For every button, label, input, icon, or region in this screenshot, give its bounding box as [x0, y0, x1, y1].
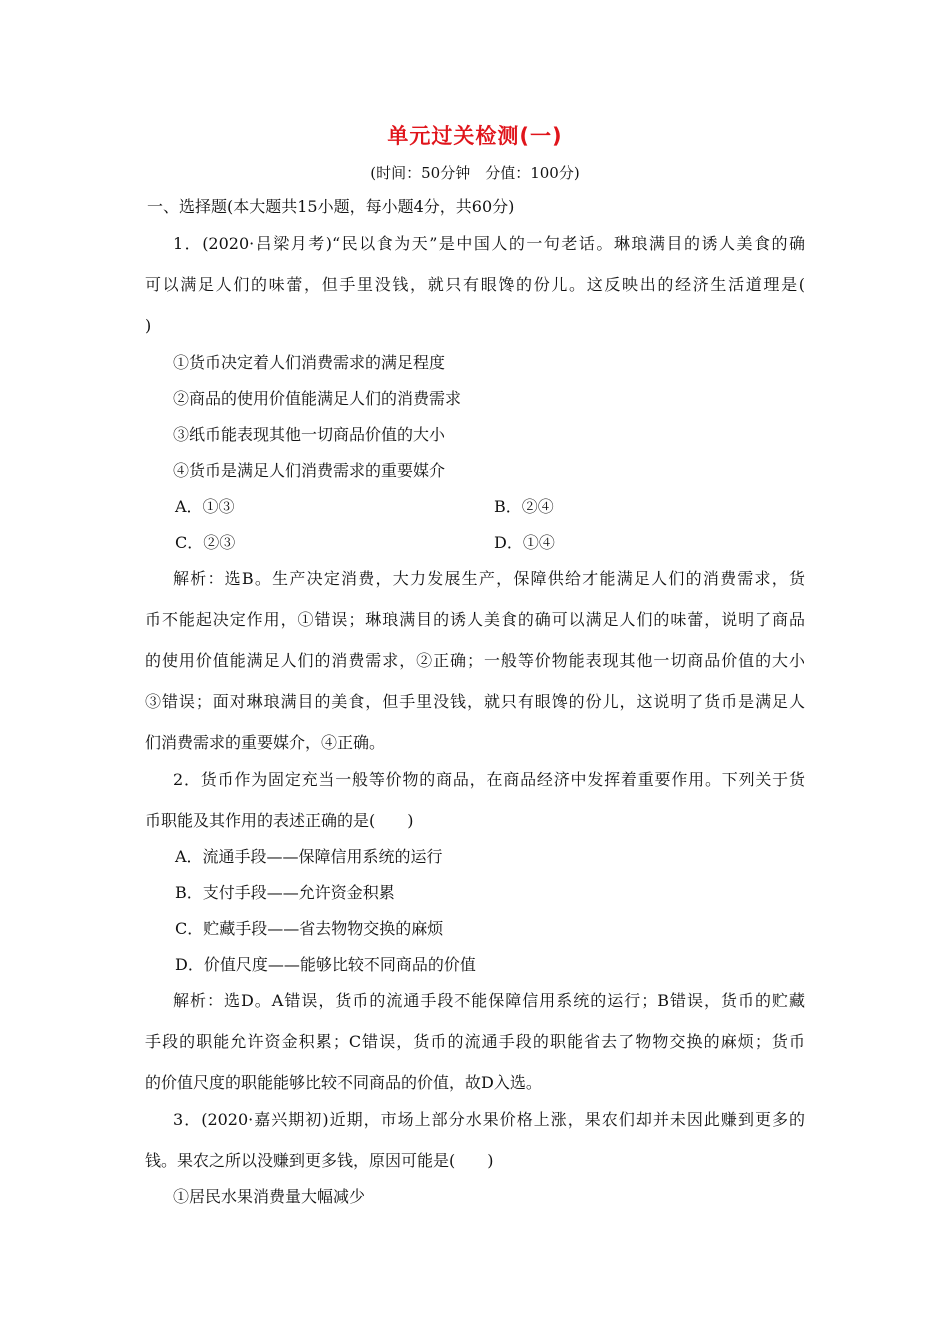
- q1-option-c: C．②③: [175, 533, 236, 552]
- q1-statement: ④货币是满足人们消费需求的重要媒介: [173, 461, 446, 480]
- q3-stem-line: 钱。果农之所以没赚到更多钱，原因可能是( ): [145, 1151, 494, 1170]
- q1-statement: ①货币决定着人们消费需求的满足程度: [173, 353, 446, 372]
- q1-option-d: D．①④: [494, 533, 555, 552]
- q1-stem-line: ): [145, 316, 152, 335]
- q2-analysis-line: 解析：选D。A错误，货币的流通手段不能保障信用系统的运行；B错误，货币的贮藏: [173, 991, 805, 1010]
- section-heading: 一、选择题(本大题共15小题，每小题4分，共60分): [147, 197, 515, 216]
- q3-statement: ①居民水果消费量大幅减少: [173, 1187, 366, 1206]
- q2-analysis-line: 的价值尺度的职能能够比较不同商品的价值，故D入选。: [145, 1073, 542, 1092]
- q1-analysis-line: 解析：选B。生产决定消费，大力发展生产，保障供给才能满足人们的消费需求，货: [173, 569, 805, 588]
- q2-option-b: B．支付手段——允许资金积累: [175, 883, 395, 902]
- q2-option-a: A．流通手段——保障信用系统的运行: [175, 847, 443, 866]
- q1-option-b: B．②④: [494, 497, 554, 516]
- q1-analysis-line: 的使用价值能满足人们的消费需求，②正确；一般等价物能表现其他一切商品价值的大小: [145, 651, 805, 670]
- page-title: 单元过关检测(一): [387, 124, 563, 148]
- q1-analysis-line: 币不能起决定作用，①错误；琳琅满目的诱人美食的确可以满足人们的味蕾，说明了商品: [145, 610, 805, 629]
- q3-stem-line: 3．(2020·嘉兴期初)近期，市场上部分水果价格上涨，果农们却并未因此赚到更多的: [173, 1110, 805, 1129]
- q2-option-d: D．价值尺度——能够比较不同商品的价值: [175, 955, 476, 974]
- q2-stem-line: 2．货币作为固定充当一般等价物的商品，在商品经济中发挥着重要作用。下列关于货: [173, 770, 805, 789]
- q2-analysis-line: 手段的职能允许资金积累；C错误，货币的流通手段的职能省去了物物交换的麻烦；货币: [145, 1032, 805, 1051]
- q2-option-c: C．贮藏手段——省去物物交换的麻烦: [175, 919, 444, 938]
- q1-stem-line: 可以满足人们的味蕾，但手里没钱，就只有眼馋的份儿。这反映出的经济生活道理是(: [145, 275, 805, 294]
- q1-option-a: A．①③: [175, 497, 235, 516]
- q2-stem-line: 币职能及其作用的表述正确的是( ): [145, 811, 414, 830]
- q1-statement: ③纸币能表现其他一切商品价值的大小: [173, 425, 446, 444]
- q1-statement: ②商品的使用价值能满足人们的消费需求: [173, 389, 462, 408]
- q1-analysis-line: 们消费需求的重要媒介，④正确。: [145, 733, 386, 752]
- q1-analysis-line: ③错误；面对琳琅满目的美食，但手里没钱，就只有眼馋的份儿，这说明了货币是满足人: [145, 692, 805, 711]
- q1-stem-line: 1．(2020·吕梁月考)“民以食为天”是中国人的一句老话。琳琅满目的诱人美食的确: [173, 234, 805, 253]
- page-subtitle: (时间：50分钟 分值：100分): [370, 164, 580, 182]
